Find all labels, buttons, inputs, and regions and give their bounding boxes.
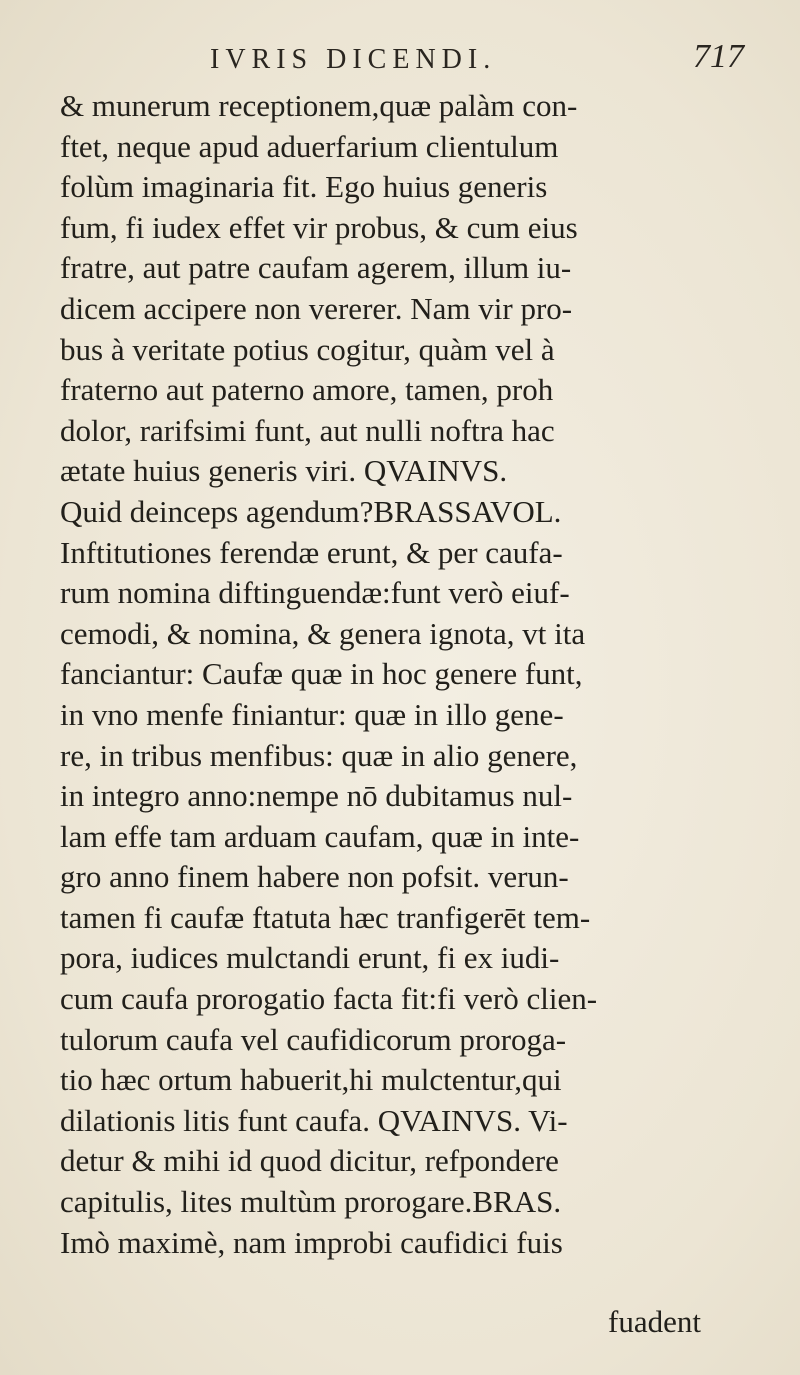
text-line: Imò maximè, nam improbi caufidici fuis [60, 1224, 563, 1260]
text-line: ftet, neque apud aduerfarium clientulum [60, 128, 559, 164]
text-line: dicem accipere non vererer. Nam vir pro- [60, 290, 573, 326]
text-line: rum nomina diftinguendæ:funt verò eiuf- [60, 575, 570, 611]
text-line: gro anno finem habere non pofsit. verun- [60, 859, 569, 895]
text-line: detur & mihi id quod dicitur, refpondere [60, 1143, 559, 1179]
text-line: re, in tribus menfibus: quæ in alio genere, [60, 737, 578, 773]
text-line: tulorum caufa vel caufidicorum proroga- [60, 1021, 567, 1057]
text-block [60, 86, 760, 1263]
text-line: in vno menfe finiantur: quæ in illo gene- [60, 696, 564, 732]
text-line: tio hæc ortum habuerit,hi mulctentur,qui [60, 1062, 562, 1098]
text-line: dilationis litis funt caufa. QVAINVS. Vi- [60, 1102, 568, 1138]
text-line: Inftitutiones ferendæ erunt, & per caufa- [60, 534, 563, 570]
text-line: ætate huius generis viri. QVAINVS. [60, 453, 508, 489]
text-line: folùm imaginaria fit. Ego huius generis [60, 169, 548, 205]
text-line: cemodi, & nomina, & genera ignota, vt ita [60, 615, 586, 651]
text-line: fraterno aut paterno amore, tamen, proh [60, 372, 554, 408]
text-line: lam effe tam arduam caufam, quæ in inte- [60, 818, 580, 854]
page-number: 717 [693, 38, 744, 75]
text-line: fanciantur: Caufæ quæ in hoc genere funt, [60, 656, 583, 692]
running-title: IVRIS DICENDI. [210, 44, 497, 75]
text-line: pora, iudices mulctandi erunt, fi ex iudi- [60, 940, 560, 976]
text-line: fratre, aut patre caufam agerem, illum iu- [60, 250, 572, 286]
text-line: dolor, rarifsimi funt, aut nulli noftra hac [60, 412, 555, 448]
text-line: tamen fi caufæ ftatuta hæc tranfigerēt tem- [60, 899, 591, 935]
catchword: fuadent [608, 1304, 701, 1339]
text-line: cum caufa prorogatio facta fit:fi verò clien- [60, 981, 598, 1017]
text-line: & munerum receptionem,quæ palàm con- [60, 88, 578, 123]
text-line: in integro anno:nempe nō dubitamus nul- [60, 778, 573, 814]
text-line: bus à veritate potius cogitur, quàm vel à [60, 331, 555, 367]
text-line: capitulis, lites multùm prorogare.BRAS. [60, 1184, 562, 1220]
text-line: Quid deinceps agendum?BRASSAVOL. [60, 493, 562, 529]
text-line: fum, fi iudex effet vir probus, & cum eius [60, 209, 578, 245]
